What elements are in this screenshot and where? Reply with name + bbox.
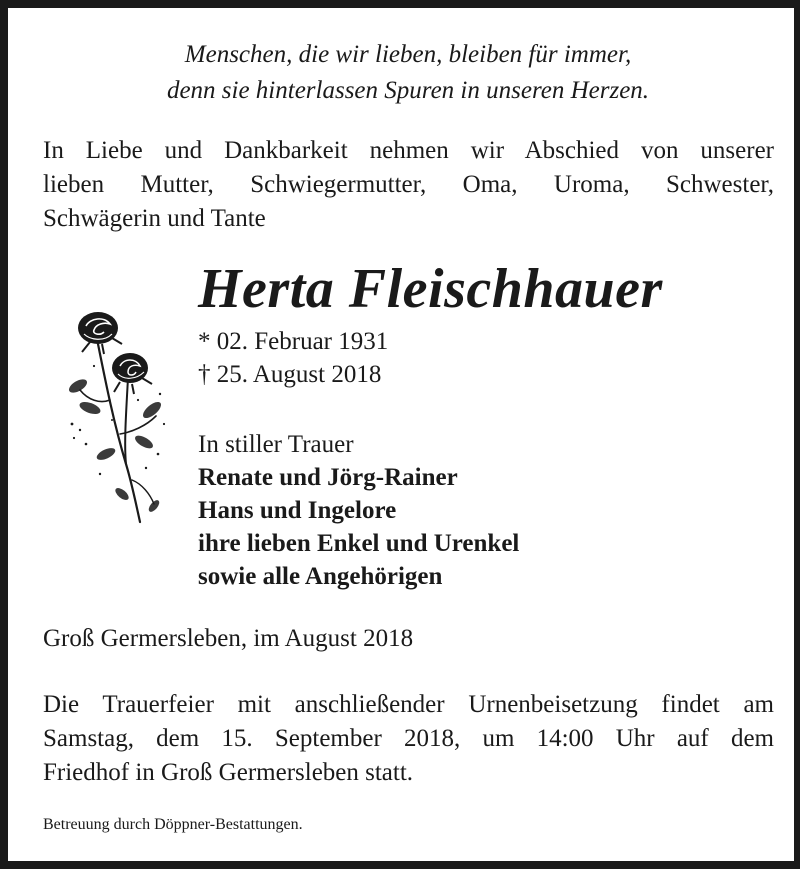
mourner-line: Hans und Ingelore [198, 497, 397, 524]
motto-line: Menschen, die wir lieben, bleiben für immer, [184, 41, 632, 68]
death-date: † 25. August 2018 [198, 361, 382, 388]
place-date-text: Groß Germersleben, im August 2018 [43, 625, 414, 652]
deceased-name: Herta Fleischhauer [198, 258, 663, 320]
intro-line: In Liebe und Dankbarkeit nehmen wir Abschied von unserer [43, 137, 774, 164]
intro-line: lieben Mutter, Schwiegermutter, Oma, Uroma, Schwester, [43, 171, 774, 198]
roses-icon [60, 304, 170, 526]
motto-line: denn sie hinterlassen Spuren in unseren Herzen. [166, 77, 650, 104]
ceremony-line: Samstag, dem 15. September 2018, um 14:00 Uhr auf dem [43, 725, 774, 752]
intro-paragraph [43, 134, 774, 236]
mourner-line: sowie alle Angehörigen [198, 563, 443, 590]
intro-line: Schwägerin und Tante [43, 205, 266, 232]
mourner-line: ihre lieben Enkel und Urenkel [198, 530, 520, 557]
mourners-block [198, 428, 519, 593]
mourners-heading: In stiller Trauer [198, 431, 354, 458]
ceremony-line: Friedhof in Groß Germersleben statt. [43, 759, 414, 786]
ceremony-paragraph [43, 688, 774, 790]
mourner-line: Renate und Jörg-Rainer [198, 464, 458, 491]
ceremony-line: Die Trauerfeier mit anschließender Urnenbeisetzung findet am [43, 691, 774, 718]
life-dates [198, 325, 388, 391]
funeral-home-credit: Betreuung durch Döppner-Bestattungen. [43, 816, 303, 833]
motto [8, 37, 800, 109]
place-date [43, 622, 774, 656]
birth-date: * 02. Februar 1931 [198, 328, 389, 355]
